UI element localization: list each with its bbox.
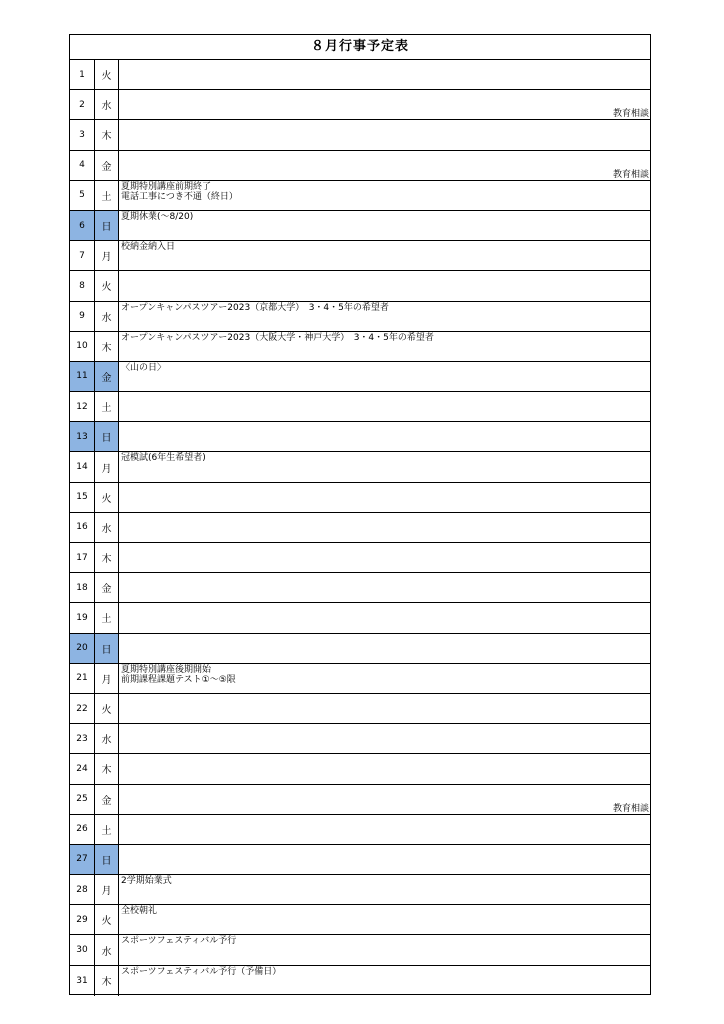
day-number-cell: 7 <box>70 241 95 270</box>
weekday-cell: 木 <box>95 543 119 572</box>
weekday-cell: 日 <box>95 211 119 240</box>
table-row <box>70 181 650 211</box>
weekday-cell: 金 <box>95 785 119 814</box>
event-text: オープンキャンパスツアー2023（京都大学） 3・4・5年の希望者 <box>121 302 389 313</box>
table-row <box>70 935 650 965</box>
day-number-cell: 2 <box>70 90 95 119</box>
weekday-cell: 火 <box>95 483 119 512</box>
day-number-cell: 24 <box>70 754 95 783</box>
table-row <box>70 332 650 362</box>
table-row <box>70 573 650 603</box>
day-number-cell: 17 <box>70 543 95 572</box>
table-row <box>70 815 650 845</box>
day-number-cell: 14 <box>70 452 95 481</box>
event-cell <box>119 151 650 180</box>
day-number-cell: 15 <box>70 483 95 512</box>
weekday-cell: 火 <box>95 694 119 723</box>
counseling-note: 教育相談 <box>612 169 649 180</box>
day-number-cell: 25 <box>70 785 95 814</box>
day-number-cell: 12 <box>70 392 95 421</box>
day-number-cell: 18 <box>70 573 95 602</box>
weekday-cell: 木 <box>95 332 119 361</box>
event-cell <box>119 694 650 723</box>
event-text: スポーツフェスティバル予行（予備日） <box>121 966 282 977</box>
event-cell <box>119 483 650 512</box>
event-text: 全校朝礼 <box>121 906 158 917</box>
weekday-cell: 金 <box>95 151 119 180</box>
event-text: 夏期特別講座前期終了 <box>121 181 212 192</box>
table-row <box>70 362 650 392</box>
weekday-cell: 日 <box>95 845 119 874</box>
day-number-cell: 13 <box>70 422 95 451</box>
table-row <box>70 513 650 543</box>
weekday-cell: 火 <box>95 271 119 300</box>
event-cell <box>119 785 650 814</box>
event-cell <box>119 302 650 331</box>
weekday-cell: 木 <box>95 754 119 783</box>
day-number-cell: 1 <box>70 60 95 89</box>
event-cell <box>119 754 650 783</box>
table-row <box>70 543 650 573</box>
event-cell <box>119 935 650 964</box>
day-number-cell: 21 <box>70 664 95 693</box>
event-cell <box>119 543 650 572</box>
table-row <box>70 422 650 452</box>
event-cell <box>119 634 650 663</box>
counseling-note: 教育相談 <box>612 109 649 120</box>
day-number-cell: 16 <box>70 513 95 542</box>
schedule-rows <box>70 60 650 996</box>
weekday-cell: 水 <box>95 935 119 964</box>
table-row <box>70 211 650 241</box>
event-cell <box>119 664 650 693</box>
day-number-cell: 10 <box>70 332 95 361</box>
event-text: 前期課程課題テスト①～⑤限 <box>121 674 236 685</box>
weekday-cell: 水 <box>95 513 119 542</box>
event-text: 夏期特別講座後期開始 <box>121 664 212 675</box>
weekday-cell: 土 <box>95 181 119 210</box>
event-text: 校納金納入日 <box>121 242 176 253</box>
table-row <box>70 724 650 754</box>
event-cell <box>119 603 650 632</box>
day-number-cell: 29 <box>70 905 95 934</box>
table-row <box>70 845 650 875</box>
table-row <box>70 966 650 996</box>
event-cell <box>119 271 650 300</box>
event-cell <box>119 815 650 844</box>
day-number-cell: 9 <box>70 302 95 331</box>
table-row <box>70 271 650 301</box>
table-row <box>70 120 650 150</box>
table-row <box>70 483 650 513</box>
day-number-cell: 11 <box>70 362 95 391</box>
table-row <box>70 392 650 422</box>
table-row <box>70 302 650 332</box>
weekday-cell: 月 <box>95 875 119 904</box>
table-row <box>70 694 650 724</box>
day-number-cell: 26 <box>70 815 95 844</box>
day-number-cell: 30 <box>70 935 95 964</box>
event-text: スポーツフェスティバル予行 <box>121 936 237 947</box>
weekday-cell: 月 <box>95 664 119 693</box>
weekday-cell: 金 <box>95 362 119 391</box>
weekday-cell: 火 <box>95 60 119 89</box>
page-title: ８月行事予定表 <box>70 35 650 60</box>
event-text: 〈山の日〉 <box>121 362 167 373</box>
day-number-cell: 20 <box>70 634 95 663</box>
weekday-cell: 日 <box>95 422 119 451</box>
weekday-cell: 月 <box>95 241 119 270</box>
event-cell <box>119 90 650 119</box>
event-cell <box>119 60 650 89</box>
event-cell <box>119 513 650 542</box>
event-cell <box>119 905 650 934</box>
table-row <box>70 875 650 905</box>
weekday-cell: 木 <box>95 966 119 996</box>
weekday-cell: 水 <box>95 724 119 753</box>
weekday-cell: 月 <box>95 452 119 481</box>
event-cell <box>119 966 650 996</box>
table-row <box>70 754 650 784</box>
event-cell <box>119 573 650 602</box>
weekday-cell: 土 <box>95 815 119 844</box>
table-row <box>70 664 650 694</box>
table-row <box>70 634 650 664</box>
day-number-cell: 28 <box>70 875 95 904</box>
day-number-cell: 19 <box>70 603 95 632</box>
day-number-cell: 27 <box>70 845 95 874</box>
event-cell <box>119 241 650 270</box>
schedule-table <box>69 34 651 995</box>
day-number-cell: 23 <box>70 724 95 753</box>
weekday-cell: 土 <box>95 392 119 421</box>
weekday-cell: 金 <box>95 573 119 602</box>
weekday-cell: 水 <box>95 90 119 119</box>
event-cell <box>119 875 650 904</box>
day-number-cell: 4 <box>70 151 95 180</box>
event-cell <box>119 422 650 451</box>
weekday-cell: 火 <box>95 905 119 934</box>
event-cell <box>119 724 650 753</box>
counseling-note: 教育相談 <box>612 803 649 814</box>
day-number-cell: 6 <box>70 211 95 240</box>
table-row <box>70 603 650 633</box>
event-text: オープンキャンパスツアー2023（大阪大学・神戸大学） 3・4・5年の希望者 <box>121 332 434 343</box>
event-cell <box>119 120 650 149</box>
event-cell <box>119 392 650 421</box>
weekday-cell: 水 <box>95 302 119 331</box>
event-cell <box>119 211 650 240</box>
table-row <box>70 452 650 482</box>
table-row <box>70 60 650 90</box>
event-text: 2学期始業式 <box>121 876 172 887</box>
event-cell <box>119 845 650 874</box>
event-cell <box>119 452 650 481</box>
event-text: 夏期休業(～8/20) <box>121 211 194 222</box>
weekday-cell: 土 <box>95 603 119 632</box>
event-text: 電話工事につき不通（終日） <box>121 191 238 202</box>
event-cell <box>119 362 650 391</box>
day-number-cell: 3 <box>70 120 95 149</box>
day-number-cell: 22 <box>70 694 95 723</box>
weekday-cell: 木 <box>95 120 119 149</box>
table-row <box>70 785 650 815</box>
event-cell <box>119 332 650 361</box>
day-number-cell: 8 <box>70 271 95 300</box>
table-row <box>70 151 650 181</box>
event-text: 冠模試(6年生希望者) <box>121 453 206 464</box>
table-row <box>70 905 650 935</box>
weekday-cell: 日 <box>95 634 119 663</box>
event-cell <box>119 181 650 210</box>
table-row <box>70 241 650 271</box>
day-number-cell: 5 <box>70 181 95 210</box>
day-number-cell: 31 <box>70 966 95 996</box>
table-row <box>70 90 650 120</box>
